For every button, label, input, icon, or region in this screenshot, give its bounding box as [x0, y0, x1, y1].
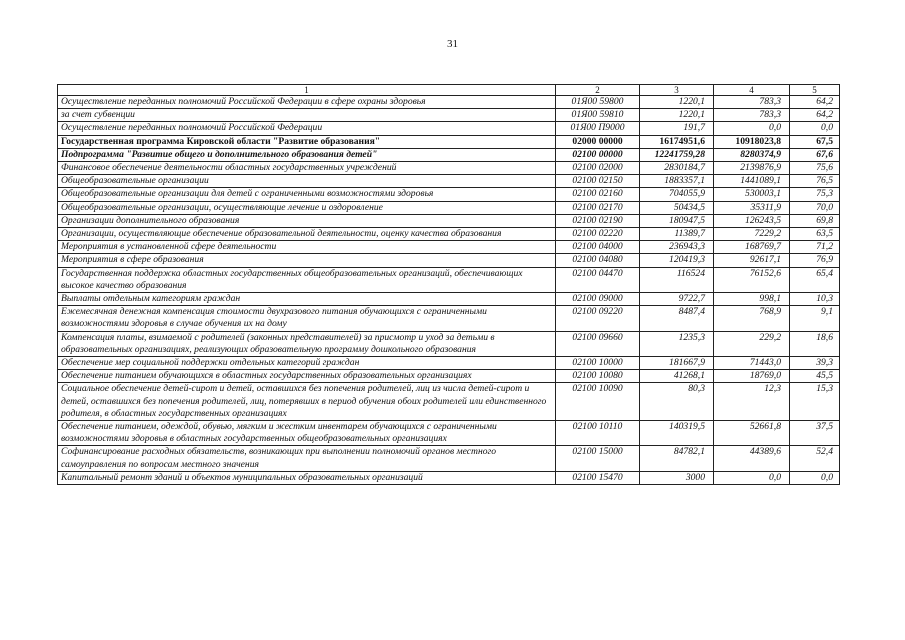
- table-row: [58, 96, 840, 109]
- row-percent-cell: 18,6: [790, 331, 840, 356]
- table-row: [58, 383, 840, 421]
- table-row: [58, 357, 840, 370]
- row-value-actual-cell: 768,9: [714, 306, 790, 331]
- row-name-cell: Мероприятия в сфере образования: [58, 254, 556, 267]
- budget-table: [57, 84, 840, 485]
- row-code-cell: 01Я00 59810: [556, 109, 640, 122]
- table-row: [58, 122, 840, 135]
- row-value-plan-cell: 84782,1: [640, 446, 714, 471]
- row-name-cell: Обеспечение питанием, одеждой, обувью, мягким и жестким инвентарем обучающихся с ограниченными возможностями здоровья в областных государственных общеобразовательных организациях: [58, 421, 556, 446]
- row-code-cell: 02100 04080: [556, 254, 640, 267]
- row-name-cell: Обеспечение питанием обучающихся в областных государственных образовательных организациях: [58, 370, 556, 383]
- row-percent-cell: 76,9: [790, 254, 840, 267]
- row-percent-cell: 75,6: [790, 162, 840, 175]
- row-value-actual-cell: 8280374,9: [714, 148, 790, 161]
- row-percent-cell: 0,0: [790, 122, 840, 135]
- row-percent-cell: 10,3: [790, 293, 840, 306]
- row-percent-cell: 52,4: [790, 446, 840, 471]
- header-cell: 1: [58, 85, 556, 96]
- header-cell: 2: [556, 85, 640, 96]
- row-percent-cell: 65,4: [790, 267, 840, 292]
- row-name-cell: Ежемесячная денежная компенсация стоимости двухразового питания обучающихся с ограниченными возможностями здоровья в случае обучения их на дому: [58, 306, 556, 331]
- row-value-actual-cell: 168769,7: [714, 241, 790, 254]
- row-value-actual-cell: 7229,2: [714, 228, 790, 241]
- row-value-plan-cell: 3000: [640, 471, 714, 484]
- row-percent-cell: 71,2: [790, 241, 840, 254]
- row-value-actual-cell: 18769,0: [714, 370, 790, 383]
- row-value-actual-cell: 783,3: [714, 96, 790, 109]
- row-code-cell: 02100 04470: [556, 267, 640, 292]
- row-value-plan-cell: 12241759,28: [640, 148, 714, 161]
- row-value-actual-cell: 998,1: [714, 293, 790, 306]
- table-row: [58, 214, 840, 227]
- table-row: [58, 370, 840, 383]
- table-row: [58, 201, 840, 214]
- row-value-plan-cell: 236943,3: [640, 241, 714, 254]
- row-value-actual-cell: 0,0: [714, 471, 790, 484]
- row-value-actual-cell: 44389,6: [714, 446, 790, 471]
- row-name-cell: Осуществление переданных полномочий Российской Федерации в сфере охраны здоровья: [58, 96, 556, 109]
- row-value-plan-cell: 41268,1: [640, 370, 714, 383]
- row-percent-cell: 64,2: [790, 109, 840, 122]
- row-code-cell: 01Я00 П9000: [556, 122, 640, 135]
- row-value-plan-cell: 1220,1: [640, 109, 714, 122]
- table-row: [58, 148, 840, 161]
- row-percent-cell: 67,6: [790, 148, 840, 161]
- row-value-plan-cell: 80,3: [640, 383, 714, 421]
- row-code-cell: 02100 09660: [556, 331, 640, 356]
- row-percent-cell: 69,8: [790, 214, 840, 227]
- header-cell: 4: [714, 85, 790, 96]
- table-row: [58, 306, 840, 331]
- row-percent-cell: 37,5: [790, 421, 840, 446]
- row-value-actual-cell: 76152,6: [714, 267, 790, 292]
- row-code-cell: 02100 02170: [556, 201, 640, 214]
- row-name-cell: Финансовое обеспечение деятельности областных государственных учреждений: [58, 162, 556, 175]
- row-code-cell: 02000 00000: [556, 135, 640, 148]
- row-code-cell: 02100 10090: [556, 383, 640, 421]
- row-value-actual-cell: 0,0: [714, 122, 790, 135]
- row-percent-cell: 63,5: [790, 228, 840, 241]
- header-cell: 3: [640, 85, 714, 96]
- row-value-plan-cell: 116524: [640, 267, 714, 292]
- table-header-row: [58, 85, 840, 96]
- row-value-plan-cell: 191,7: [640, 122, 714, 135]
- row-name-cell: Организации дополнительного образования: [58, 214, 556, 227]
- row-percent-cell: 45,5: [790, 370, 840, 383]
- table-row: [58, 135, 840, 148]
- row-value-plan-cell: 181667,9: [640, 357, 714, 370]
- row-percent-cell: 70,0: [790, 201, 840, 214]
- row-value-actual-cell: 71443,0: [714, 357, 790, 370]
- row-percent-cell: 15,3: [790, 383, 840, 421]
- row-value-actual-cell: 12,3: [714, 383, 790, 421]
- row-name-cell: Компенсация платы, взимаемой с родителей (законных представителей) за присмотр и уход за детьми в образовательных организациях, реализующих образовательную программу дошкольного образования: [58, 331, 556, 356]
- table-row: [58, 331, 840, 356]
- row-code-cell: 02100 04000: [556, 241, 640, 254]
- row-value-actual-cell: 229,2: [714, 331, 790, 356]
- row-name-cell: за счет субвенции: [58, 109, 556, 122]
- row-value-plan-cell: 1235,3: [640, 331, 714, 356]
- row-code-cell: 02100 02190: [556, 214, 640, 227]
- row-code-cell: 02100 02000: [556, 162, 640, 175]
- row-name-cell: Выплаты отдельным категориям граждан: [58, 293, 556, 306]
- table-row: [58, 293, 840, 306]
- page-number: 31: [447, 38, 458, 50]
- row-value-actual-cell: 52661,8: [714, 421, 790, 446]
- row-value-plan-cell: 50434,5: [640, 201, 714, 214]
- row-name-cell: Общеобразовательные организации для детей с ограниченными возможностями здоровья: [58, 188, 556, 201]
- row-value-actual-cell: 35311,9: [714, 201, 790, 214]
- table-row: [58, 162, 840, 175]
- row-value-plan-cell: 140319,5: [640, 421, 714, 446]
- row-name-cell: Софинансирование расходных обязательств, возникающих при выполнении полномочий органов местного самоуправления по вопросам местного значения: [58, 446, 556, 471]
- row-value-plan-cell: 1220,1: [640, 96, 714, 109]
- row-value-actual-cell: 126243,5: [714, 214, 790, 227]
- row-name-cell: Общеобразовательные организации: [58, 175, 556, 188]
- row-code-cell: 02100 00000: [556, 148, 640, 161]
- row-value-plan-cell: 180947,5: [640, 214, 714, 227]
- row-code-cell: 02100 15000: [556, 446, 640, 471]
- row-value-plan-cell: 8487,4: [640, 306, 714, 331]
- row-code-cell: 02100 10000: [556, 357, 640, 370]
- row-code-cell: 02100 10080: [556, 370, 640, 383]
- row-value-plan-cell: 9722,7: [640, 293, 714, 306]
- row-value-actual-cell: 783,3: [714, 109, 790, 122]
- row-value-plan-cell: 16174951,6: [640, 135, 714, 148]
- row-percent-cell: 67,5: [790, 135, 840, 148]
- row-code-cell: 02100 02220: [556, 228, 640, 241]
- row-code-cell: 02100 10110: [556, 421, 640, 446]
- row-code-cell: 02100 09220: [556, 306, 640, 331]
- table-row: [58, 421, 840, 446]
- row-value-plan-cell: 2830184,7: [640, 162, 714, 175]
- row-value-actual-cell: 530003,1: [714, 188, 790, 201]
- row-value-actual-cell: 2139876,9: [714, 162, 790, 175]
- table-row: [58, 267, 840, 292]
- row-name-cell: Общеобразовательные организации, осуществляющие лечение и оздоровление: [58, 201, 556, 214]
- row-code-cell: 02100 09000: [556, 293, 640, 306]
- row-code-cell: 01Я00 59800: [556, 96, 640, 109]
- row-name-cell: Осуществление переданных полномочий Российской Федерации: [58, 122, 556, 135]
- row-value-actual-cell: 1441089,1: [714, 175, 790, 188]
- row-value-plan-cell: 1883357,1: [640, 175, 714, 188]
- row-code-cell: 02100 15470: [556, 471, 640, 484]
- row-name-cell: Подпрограмма "Развитие общего и дополнительного образования детей": [58, 148, 556, 161]
- row-code-cell: 02100 02150: [556, 175, 640, 188]
- row-value-actual-cell: 92617,1: [714, 254, 790, 267]
- row-code-cell: 02100 02160: [556, 188, 640, 201]
- row-name-cell: Социальное обеспечение детей-сирот и детей, оставшихся без попечения родителей, лиц из числа детей-сирот и детей, оставшихся без попечения родителей, лиц, потерявших в период обучения обоих родителей или единственного родителя, в областных государственных организациях: [58, 383, 556, 421]
- table-row: [58, 471, 840, 484]
- row-percent-cell: 75,3: [790, 188, 840, 201]
- table-row: [58, 109, 840, 122]
- row-name-cell: Государственная программа Кировской области "Развитие образования": [58, 135, 556, 148]
- row-percent-cell: 9,1: [790, 306, 840, 331]
- row-name-cell: Организации, осуществляющие обеспечение образовательной деятельности, оценку качества образования: [58, 228, 556, 241]
- table-row: [58, 241, 840, 254]
- table-row: [58, 188, 840, 201]
- row-name-cell: Обеспечение мер социальной поддержки отдельных категорий граждан: [58, 357, 556, 370]
- row-name-cell: Мероприятия в установленной сфере деятельности: [58, 241, 556, 254]
- table-row: [58, 446, 840, 471]
- row-value-plan-cell: 120419,3: [640, 254, 714, 267]
- row-value-plan-cell: 704055,9: [640, 188, 714, 201]
- row-percent-cell: 64,2: [790, 96, 840, 109]
- row-percent-cell: 76,5: [790, 175, 840, 188]
- table-row: [58, 228, 840, 241]
- row-percent-cell: 0,0: [790, 471, 840, 484]
- row-percent-cell: 39,3: [790, 357, 840, 370]
- row-value-actual-cell: 10918023,8: [714, 135, 790, 148]
- row-value-plan-cell: 11389,7: [640, 228, 714, 241]
- header-cell: 5: [790, 85, 840, 96]
- table-row: [58, 254, 840, 267]
- row-name-cell: Государственная поддержка областных государственных общеобразовательных организаций, обеспечивающих высокое качество образования: [58, 267, 556, 292]
- table-row: [58, 175, 840, 188]
- row-name-cell: Капитальный ремонт зданий и объектов муниципальных образовательных организаций: [58, 471, 556, 484]
